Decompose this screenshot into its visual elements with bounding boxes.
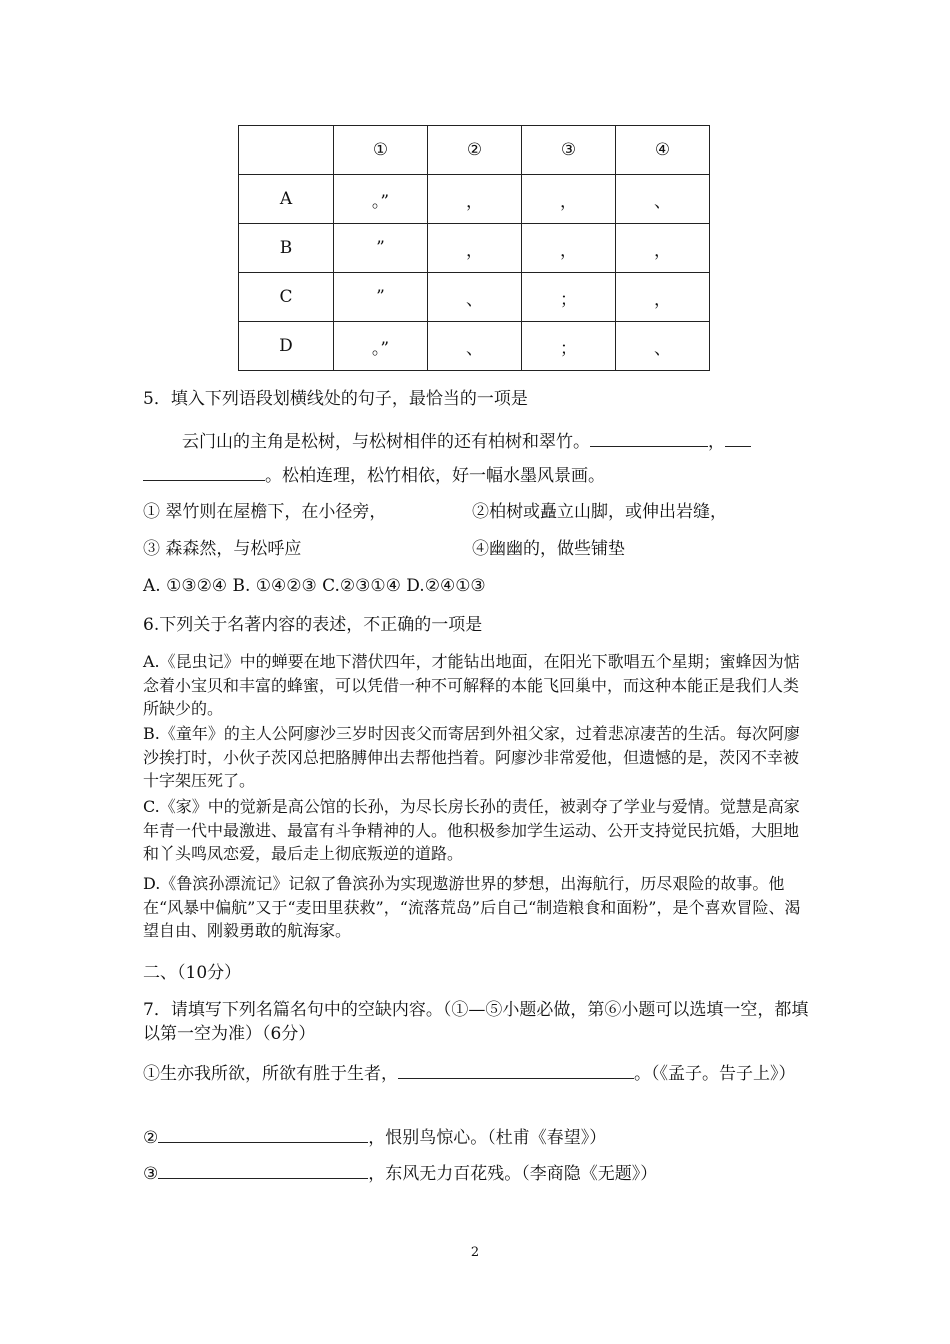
table-row bbox=[239, 224, 710, 273]
table-header-cell: ③ bbox=[522, 126, 616, 175]
q5-passage-line1 bbox=[182, 428, 751, 453]
q6-option-a: A.《昆虫记》中的蝉要在地下潜伏四年，才能钻出地面，在阳光下歌唱五个星期；蜜蜂因为惦念着小宝贝和丰富的蜂蜜，可以凭借一种不可解释的本能飞回巢中，而这种本能正是我们人类所缺少的。 bbox=[143, 652, 800, 718]
table-row bbox=[239, 175, 710, 224]
table-cell: ， bbox=[616, 224, 710, 273]
row-label: A bbox=[239, 175, 334, 224]
table-cell: 、 bbox=[428, 273, 522, 322]
table-header-cell bbox=[239, 126, 334, 175]
q5-answer-choices: A. ①③②④ B. ①④②③ C.②③①④ D.②④①③ bbox=[143, 576, 486, 596]
q5-passage-sep: ， bbox=[708, 432, 725, 452]
q7-item-2 bbox=[143, 1124, 606, 1149]
section-heading: 二、（10分） bbox=[143, 963, 242, 983]
table-header-cell: ② bbox=[428, 126, 522, 175]
q7-item-1 bbox=[143, 1060, 813, 1086]
table-row bbox=[239, 273, 710, 322]
table-cell: ； bbox=[522, 273, 616, 322]
q5-blank-2-end[interactable] bbox=[143, 462, 265, 481]
table-cell: ， bbox=[522, 224, 616, 273]
q5-option-3: ③ 森森然，与松呼应 bbox=[143, 539, 302, 559]
table-header-cell: ④ bbox=[616, 126, 710, 175]
q5-passage-start: 云门山的主角是松树，与松树相伴的还有柏树和翠竹。 bbox=[182, 432, 590, 452]
q6-question: 6.下列关于名著内容的表述，不正确的一项是 bbox=[143, 615, 483, 635]
table-cell: 、 bbox=[616, 322, 710, 371]
table-header-cell: ① bbox=[334, 126, 428, 175]
row-label: B bbox=[239, 224, 334, 273]
q7-item-3-blank[interactable] bbox=[158, 1160, 368, 1179]
row-label: C bbox=[239, 273, 334, 322]
table-cell: ； bbox=[522, 322, 616, 371]
q5-option-2: ②柏树或矗立山脚，或伸出岩缝， bbox=[472, 502, 727, 522]
q7-item-2-text: ，恨别鸟惊心。（杜甫《春望》） bbox=[368, 1128, 607, 1148]
q7-item-1-text: ①生亦我所欲，所欲有胜于生者， bbox=[143, 1064, 398, 1084]
q5-passage-end: 。松柏连理，松竹相依，好一幅水墨风景画。 bbox=[265, 466, 605, 486]
table-cell: ， bbox=[428, 224, 522, 273]
q5-question: 5．填入下列语段划横线处的句子，最恰当的一项是 bbox=[143, 389, 528, 409]
q7-item-3-text: ，东风无力百花残。（李商隐《无题》） bbox=[368, 1164, 658, 1184]
table-cell: 。” bbox=[334, 175, 428, 224]
q7-item-2-blank[interactable] bbox=[158, 1124, 368, 1143]
table-cell: ” bbox=[334, 273, 428, 322]
q7-item-3 bbox=[143, 1160, 657, 1185]
punctuation-table bbox=[238, 125, 710, 371]
page-number: 2 bbox=[470, 1245, 480, 1260]
table-cell: ， bbox=[428, 175, 522, 224]
q5-option-4: ④幽幽的，做些铺垫 bbox=[472, 539, 625, 559]
q6-option-c: C.《家》中的觉新是高公馆的长孙，为尽长房长孙的责任，被剥夺了学业与爱情。觉慧是高家年青一代中最激进、最富有斗争精神的人。他积极参加学生运动、公开支持觉民抗婚，大胆地和丫头鸣凤恋爱，最后走上彻底叛逆的道路。 bbox=[143, 797, 800, 863]
q7-item-1-source: 。（《孟子。告子上》） bbox=[634, 1064, 796, 1084]
table-cell: 。” bbox=[334, 322, 428, 371]
q5-blank-2-start[interactable] bbox=[725, 428, 751, 447]
table-cell: ” bbox=[334, 224, 428, 273]
table-header-row bbox=[239, 126, 710, 175]
table-row bbox=[239, 322, 710, 371]
row-label: D bbox=[239, 322, 334, 371]
q7-question: 7．请填写下列名篇名句中的空缺内容。（①—⑤小题必做，第⑥小题可以选填一空，都填以第一空为准）（6分） bbox=[143, 1000, 809, 1044]
table-cell: 、 bbox=[428, 322, 522, 371]
q7-item-1-blank[interactable] bbox=[398, 1060, 634, 1079]
q7-item-3-num: ③ bbox=[143, 1164, 159, 1184]
table-cell: 、 bbox=[616, 175, 710, 224]
table-cell: ， bbox=[616, 273, 710, 322]
q7-item-2-num: ② bbox=[143, 1128, 159, 1148]
q6-option-d: D.《鲁滨孙漂流记》记叙了鲁滨孙为实现遨游世界的梦想，出海航行，历尽艰险的故事。他在“风暴中偏航”又于“麦田里获救”，“流落荒岛”后自己“制造粮食和面粉”，是个喜欢冒险、渴望自由、刚毅勇敢的航海家。 bbox=[143, 874, 801, 940]
q6-option-b: B.《童年》的主人公阿廖沙三岁时因丧父而寄居到外祖父家，过着悲凉凄苦的生活。每次阿廖沙挨打时，小伙子茨冈总把胳膊伸出去帮他挡着。阿廖沙非常爱他，但遗憾的是，茨冈不幸被十字架压死了。 bbox=[143, 724, 800, 790]
q5-passage-line2 bbox=[143, 462, 605, 487]
q5-blank-1[interactable] bbox=[590, 428, 708, 447]
table-cell: ， bbox=[522, 175, 616, 224]
q5-option-1: ① 翠竹则在屋檐下，在小径旁， bbox=[143, 502, 387, 522]
